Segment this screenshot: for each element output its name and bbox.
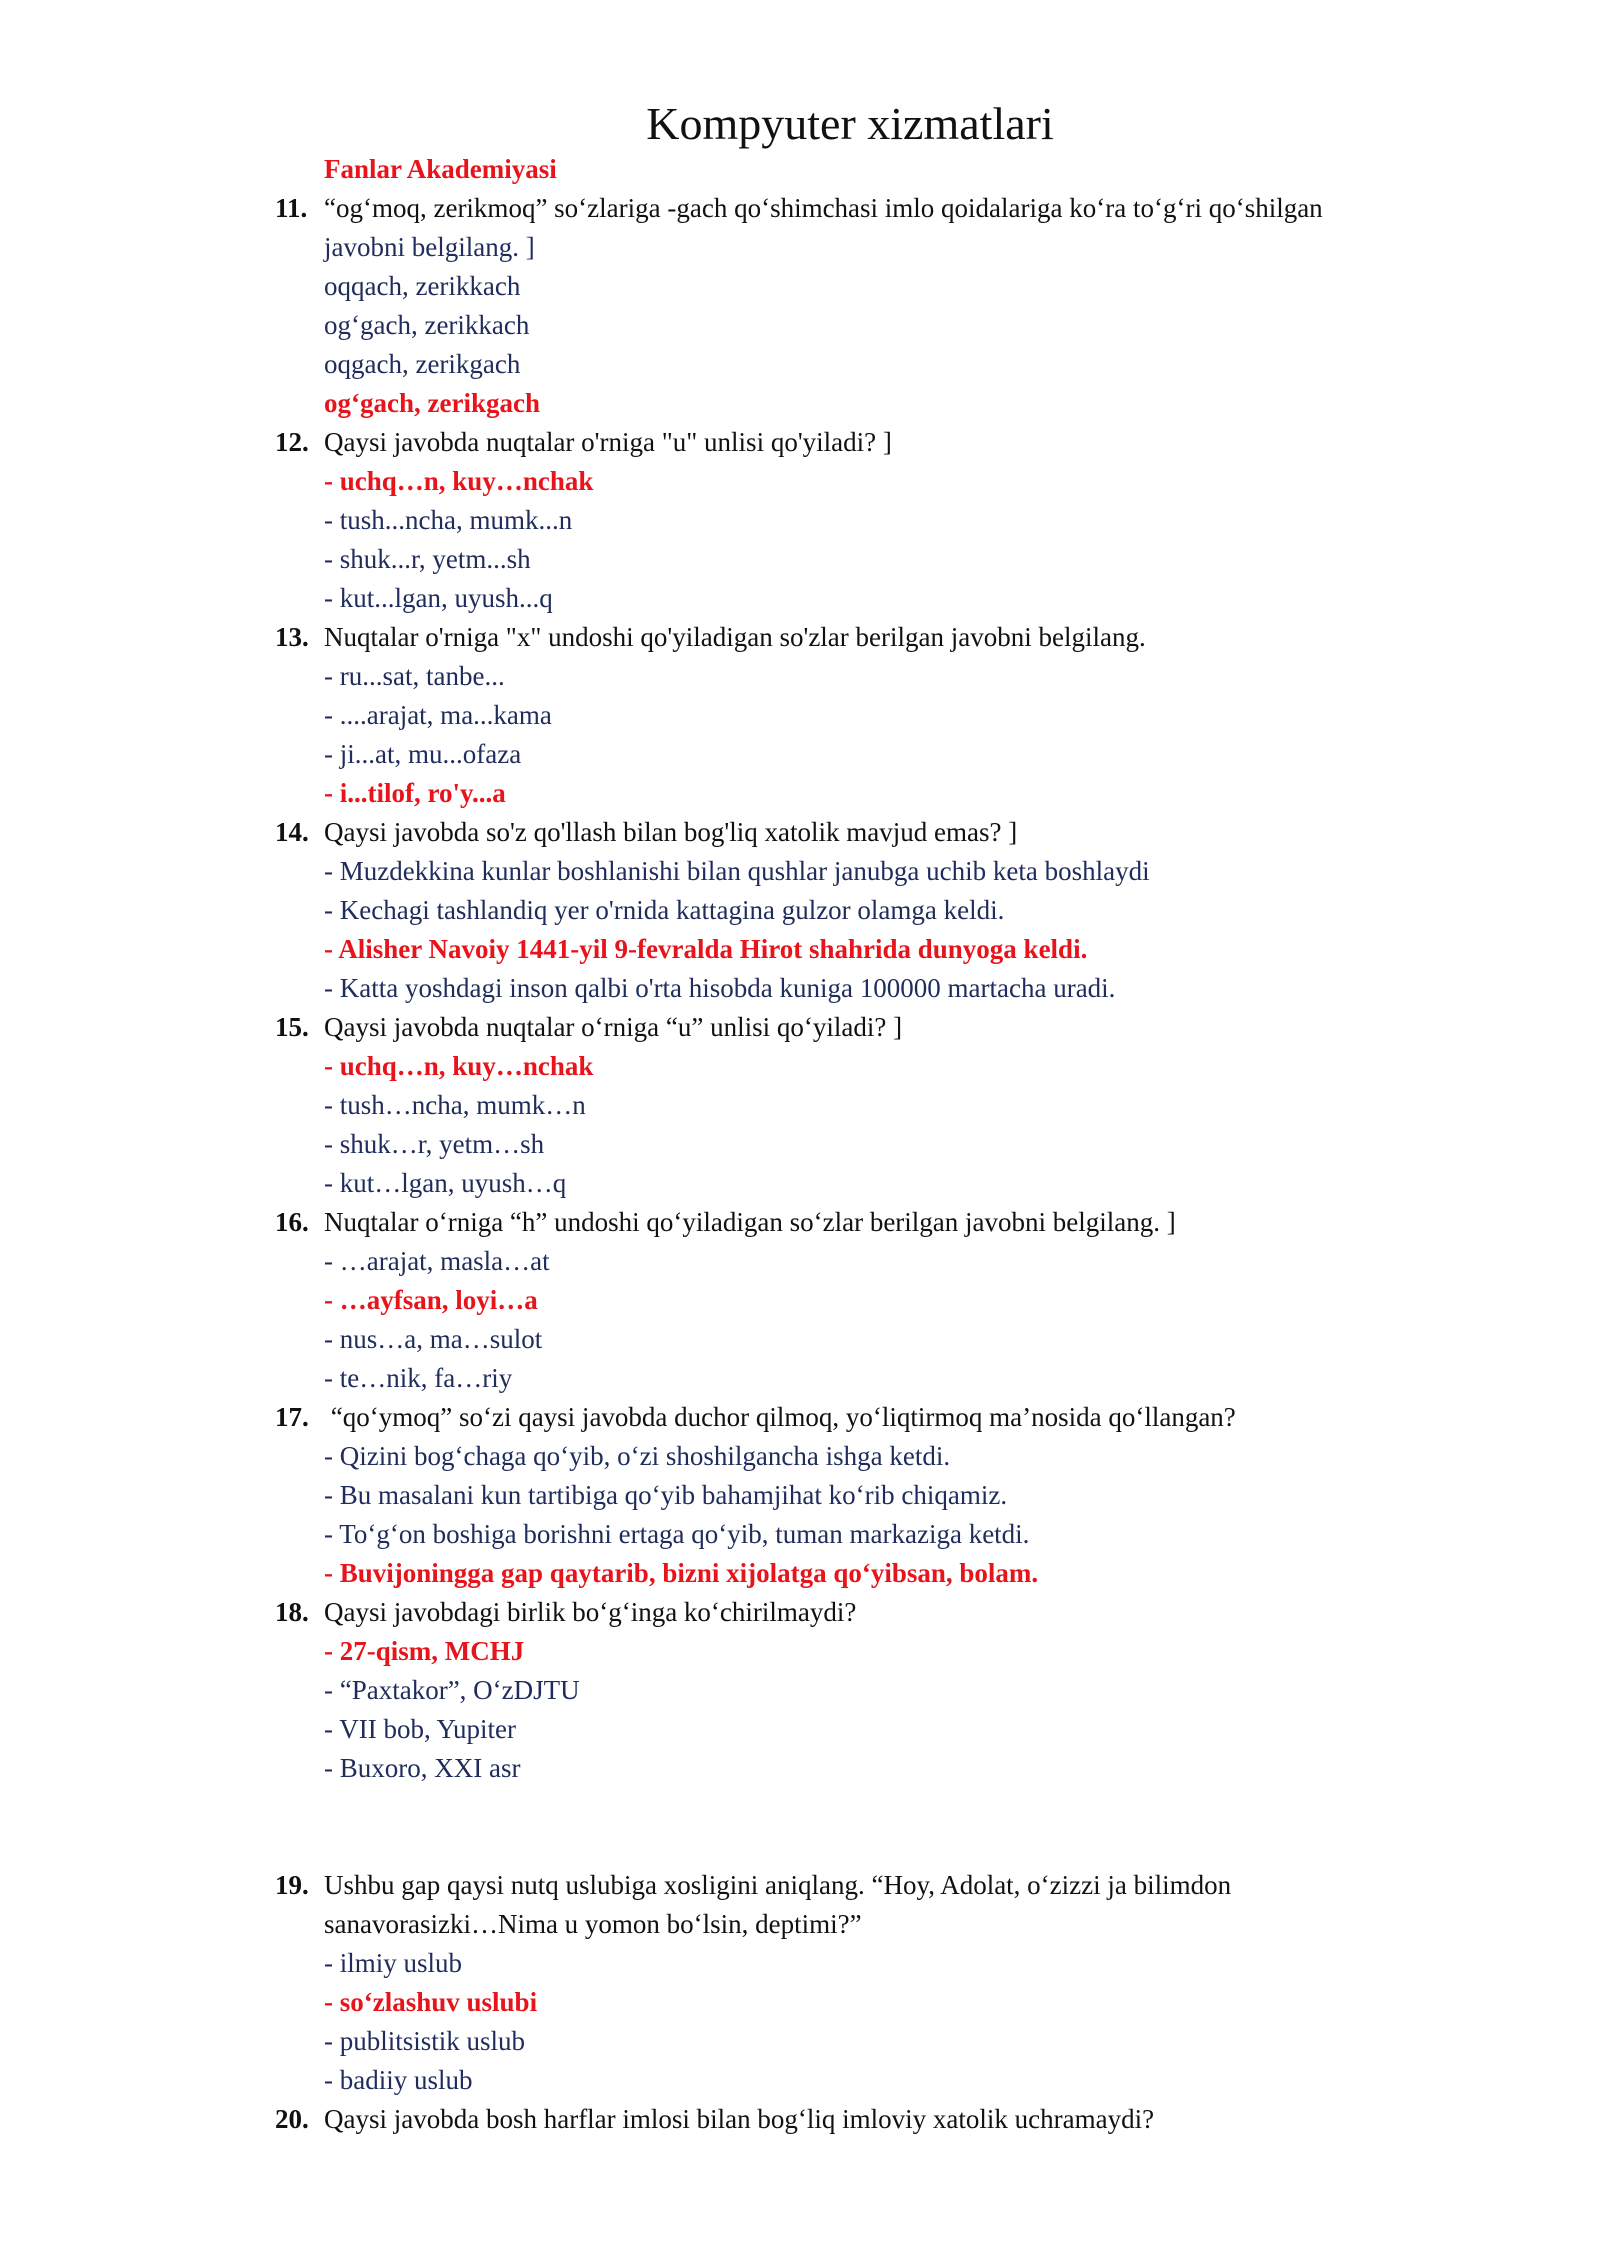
answer-option: oqqach, zerikkach (324, 271, 521, 301)
correct-answer-option: - so‘zlashuv uslubi (324, 1987, 538, 2017)
answer-option: - kut...lgan, uyush...q (324, 583, 553, 613)
page-title: Kompyuter xizmatlari (646, 98, 1054, 149)
question-16 (0, 1203, 1600, 1242)
question-number: 19. (275, 1870, 309, 1900)
header-label: Fanlar Akademiyasi (324, 154, 557, 184)
question-number: 18. (275, 1597, 309, 1627)
answer-option: - Bu masalani kun tartibiga qo‘yib bahamjihat ko‘rib chiqamiz. (324, 1480, 1008, 1510)
question-11-cont (0, 228, 1600, 267)
answer-option: - kut…lgan, uyush…q (324, 1168, 567, 1198)
question-number: 12. (275, 427, 309, 457)
question-13 (0, 618, 1600, 657)
answer-option: - Buxoro, XXI asr (324, 1753, 521, 1783)
correct-answer-option: - Alisher Navoiy 1441-yil 9-fevralda Hirot shahrida dunyoga keldi. (324, 934, 1088, 964)
question-text: Qaysi javobda so'z qo'llash bilan bog'liq xatolik mavjud emas? ] (324, 817, 1018, 847)
answer-option: - “Paxtakor”, O‘zDJTU (324, 1675, 580, 1705)
answer-option: oqgach, zerikgach (324, 349, 521, 379)
answer-option: - VII bob, Yupiter (324, 1714, 516, 1744)
question-text: Qaysi javobda nuqtalar o‘rniga “u” unlisi qo‘yiladi? ] (324, 1012, 903, 1042)
question-18 (0, 1593, 1600, 1632)
answer-option: - ....arajat, ma...kama (324, 700, 552, 730)
question-number: 16. (275, 1207, 309, 1237)
answer-option: - shuk...r, yetm...sh (324, 544, 531, 574)
answer-option: - publitsistik uslub (324, 2026, 526, 2056)
correct-answer-option: - …ayfsan, loyi…a (324, 1285, 538, 1315)
question-14 (0, 813, 1600, 852)
question-text: Qaysi javobdagi birlik bo‘g‘inga ko‘chirilmaydi? (324, 1597, 857, 1627)
question-17 (0, 1398, 1600, 1437)
answer-option: - shuk…r, yetm…sh (324, 1129, 545, 1159)
header-label-line (0, 150, 1600, 189)
question-text: sanavorasizki…Nima u yomon bo‘lsin, deptimi?” (324, 1909, 862, 1939)
answer-option: - nus…a, ma…sulot (324, 1324, 543, 1354)
question-number: 13. (275, 622, 309, 652)
correct-answer-option: - uchq…n, kuy…nchak (324, 1051, 594, 1081)
question-text: Qaysi javobda nuqtalar o'rniga "u" unlisi qo'yiladi? ] (324, 427, 892, 457)
question-number: 14. (275, 817, 309, 847)
correct-answer-option: - i...tilof, ro'y...a (324, 778, 506, 808)
question-text: Qaysi javobda bosh harflar imlosi bilan bog‘liq imloviy xatolik uchramaydi? (324, 2104, 1155, 2134)
question-12 (0, 423, 1600, 462)
answer-option: - ji...at, mu...ofaza (324, 739, 522, 769)
answer-option: - Qizini bog‘chaga qo‘yib, o‘zi shoshilgancha ishga ketdi. (324, 1441, 951, 1471)
answer-option: - Katta yoshdagi inson qalbi o'rta hisobda kuniga 100000 martacha uradi. (324, 973, 1116, 1003)
question-number: 15. (275, 1012, 309, 1042)
correct-answer-option: - Buvijoningga gap qaytarib, bizni xijolatga qo‘yibsan, bolam. (324, 1558, 1039, 1588)
answer-option: - Muzdekkina kunlar boshlanishi bilan qushlar janubga uchib keta boshlaydi (324, 856, 1150, 886)
correct-answer-option: og‘gach, zerikgach (324, 388, 540, 418)
answer-option: - Kechagi tashlandiq yer o'rnida kattagina gulzor olamga keldi. (324, 895, 1005, 925)
question-text: “qo‘ymoq” so‘zi qaysi javobda duchor qilmoq, yo‘liqtirmoq ma’nosida qo‘llangan? (324, 1402, 1236, 1432)
question-19-cont (0, 1905, 1600, 1944)
question-number: 17. (275, 1402, 309, 1432)
question-text: javobni belgilang. ] (324, 232, 535, 262)
document-body (0, 150, 1600, 2139)
question-number: 11. (275, 193, 308, 223)
answer-option: - To‘g‘on boshiga borishni ertaga qo‘yib, tuman markaziga ketdi. (324, 1519, 1030, 1549)
question-19 (0, 1866, 1600, 1905)
question-text: Nuqtalar o'rniga "x" undoshi qo'yiladigan so'zlar berilgan javobni belgilang. (324, 622, 1146, 652)
question-20 (0, 2100, 1600, 2139)
answer-option: og‘gach, zerikkach (324, 310, 530, 340)
correct-answer-option: - 27-qism, MCHJ (324, 1636, 525, 1666)
question-number: 20. (275, 2104, 309, 2134)
answer-option: - tush…ncha, mumk…n (324, 1090, 586, 1120)
answer-option: - ru...sat, tanbe... (324, 661, 505, 691)
answer-option: - badiiy uslub (324, 2065, 473, 2095)
question-text: “og‘moq, zerikmoq” so‘zlariga -gach qo‘shimchasi imlo qoidalariga ko‘ra to‘g‘ri qo‘shilgan (324, 193, 1323, 223)
answer-option: - tush...ncha, mumk...n (324, 505, 573, 535)
question-text: Ushbu gap qaysi nutq uslubiga xosligini aniqlang. “Hoy, Adolat, o‘zizzi ja bilimdon (324, 1870, 1232, 1900)
answer-option: - ilmiy uslub (324, 1948, 463, 1978)
question-15 (0, 1008, 1600, 1047)
spacer (0, 1788, 1600, 1866)
question-text: Nuqtalar o‘rniga “h” undoshi qo‘yiladigan so‘zlar berilgan javobni belgilang. ] (324, 1207, 1176, 1237)
answer-option: - …arajat, masla…at (324, 1246, 550, 1276)
answer-option: - te…nik, fa…riy (324, 1363, 513, 1393)
correct-answer-option: - uchq…n, kuy…nchak (324, 466, 594, 496)
question-11 (0, 189, 1600, 228)
